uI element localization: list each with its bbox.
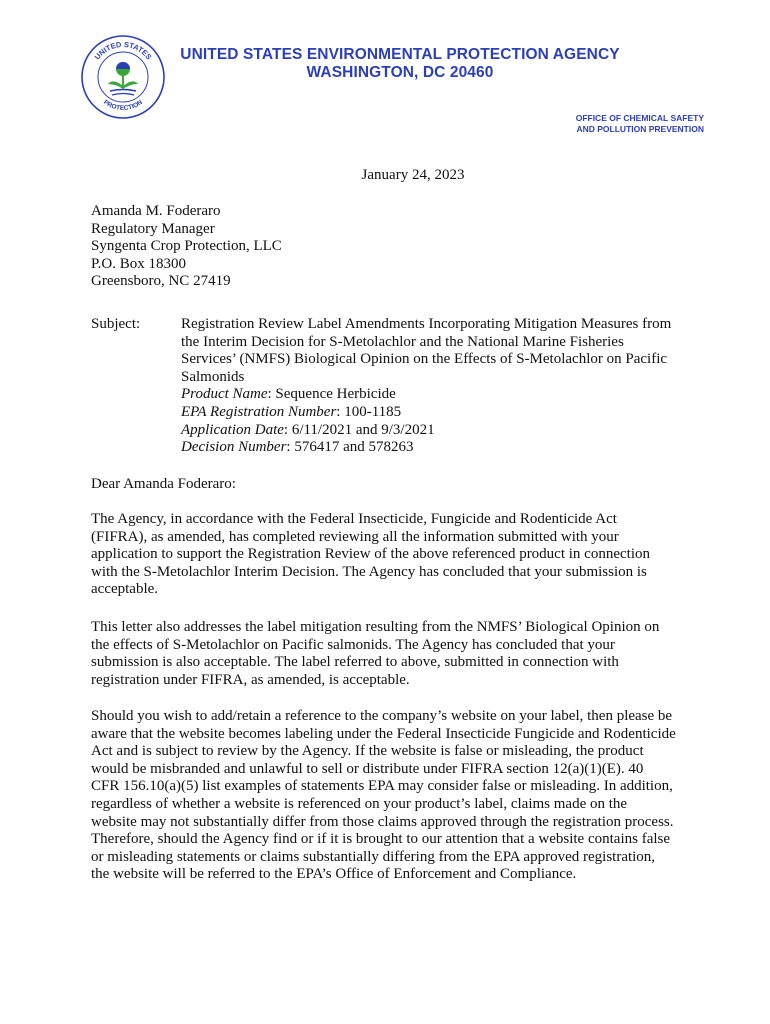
recipient-city: Greensboro, NC 27419 [91,273,231,290]
field-label: Product Name [181,386,268,403]
body-paragraph [91,619,691,689]
body-paragraph [91,708,691,884]
salutation: Dear Amanda Foderaro: [91,476,236,492]
field-value: : 6/11/2021 and 9/3/2021 [283,421,435,438]
paragraph-line: or misleading statements or claims substantially differing from the EPA approved registration, [91,848,656,865]
paragraph-line: This letter also addresses the label mitigation resulting from the NMFS’ Biological Opinion on [91,619,660,635]
letter-date: January 24, 2023 [361,167,465,183]
registration-number-field [181,404,691,422]
product-name-field [181,386,691,404]
paragraph-line: website may not substantially differ from those claims approved through the registration process. [91,813,674,830]
paragraph-line: The Agency, in accordance with the Federal Insecticide, Fungicide and Rodenticide Act [91,511,617,527]
paragraph-line: (FIFRA), as amended, has completed reviewing all the information submitted with your [91,528,619,545]
body-paragraph [91,511,691,599]
field-label: Application Date [181,421,284,438]
paragraph-line: would be misbranded and unlawful to sell or distribute under FIFRA section 12(a)(1)(E). 40 [91,760,644,777]
subject-block [181,316,691,457]
field-label: Decision Number [181,439,287,456]
field-label: EPA Registration Number [181,403,337,420]
subject-line: Salmonids [181,368,245,385]
subject-line: Services’ (NMFS) Biological Opinion on the Effects of S-Metolachlor on Pacific [181,351,668,368]
paragraph-line: Act and is subject to review by the Agency. If the website is false or misleading, the product [91,743,644,760]
subject-line: the Interim Decision for S-Metolachlor and the National Marine Fisheries [181,333,624,350]
recipient-name: Amanda M. Foderaro [91,203,221,219]
recipient-po-box: P.O. Box 18300 [91,255,187,272]
paragraph-line: CFR 156.10(a)(5) list examples of statements EPA may consider false or misleading. In addition, [91,778,673,795]
paragraph-line: acceptable. [91,581,159,598]
office-name-line1: OFFICE OF CHEMICAL SAFETY [575,113,704,123]
subject-label: Subject: [91,316,141,332]
paragraph-line: aware that the website becomes labeling under the Federal Insecticide Fungicide and Rodenticide [91,725,676,742]
paragraph-line: regardless of whether a website is referenced on your product’s label, claims made on the [91,795,628,812]
recipient-title: Regulatory Manager [91,220,215,237]
agency-location: WASHINGTON, DC 20460 [306,64,494,81]
paragraph-line: Therefore, should the Agency find or if it is brought to our attention that a website contains false [91,831,671,848]
svg-text:PROTECTION: PROTECTION [102,98,144,113]
application-date-field [181,422,691,440]
field-value: : 100-1185 [336,403,402,420]
agency-name: UNITED STATES ENVIRONMENTAL PROTECTION AGENCY [180,46,620,63]
office-name-line2: AND POLLUTION PREVENTION [576,124,704,134]
recipient-address [91,203,282,291]
svg-text:UNITED STATES: UNITED STATES [92,39,154,62]
paragraph-line: registration under FIFRA, as amended, is acceptable. [91,671,410,688]
paragraph-line: the website will be referred to the EPA’s Office of Enforcement and Compliance. [91,866,577,883]
field-value: : Sequence Herbicide [267,386,396,403]
paragraph-line: the effects of S-Metolachlor on Pacific salmonids. The Agency has concluded that your [91,636,615,653]
paragraph-line: application to support the Registration Review of the above referenced product in connection [91,546,650,563]
paragraph-line: submission is also acceptable. The label referred to above, submitted in connection with [91,654,619,671]
recipient-company: Syngenta Crop Protection, LLC [91,238,282,255]
paragraph-line: with the S-Metolachlor Interim Decision. The Agency has concluded that your submission is [91,563,647,580]
field-value: : 576417 and 578263 [286,439,414,456]
paragraph-line: Should you wish to add/retain a reference to the company’s website on your label, then please be [91,708,673,724]
subject-line: Registration Review Label Amendments Incorporating Mitigation Measures from [181,316,672,332]
decision-number-field [181,439,691,457]
